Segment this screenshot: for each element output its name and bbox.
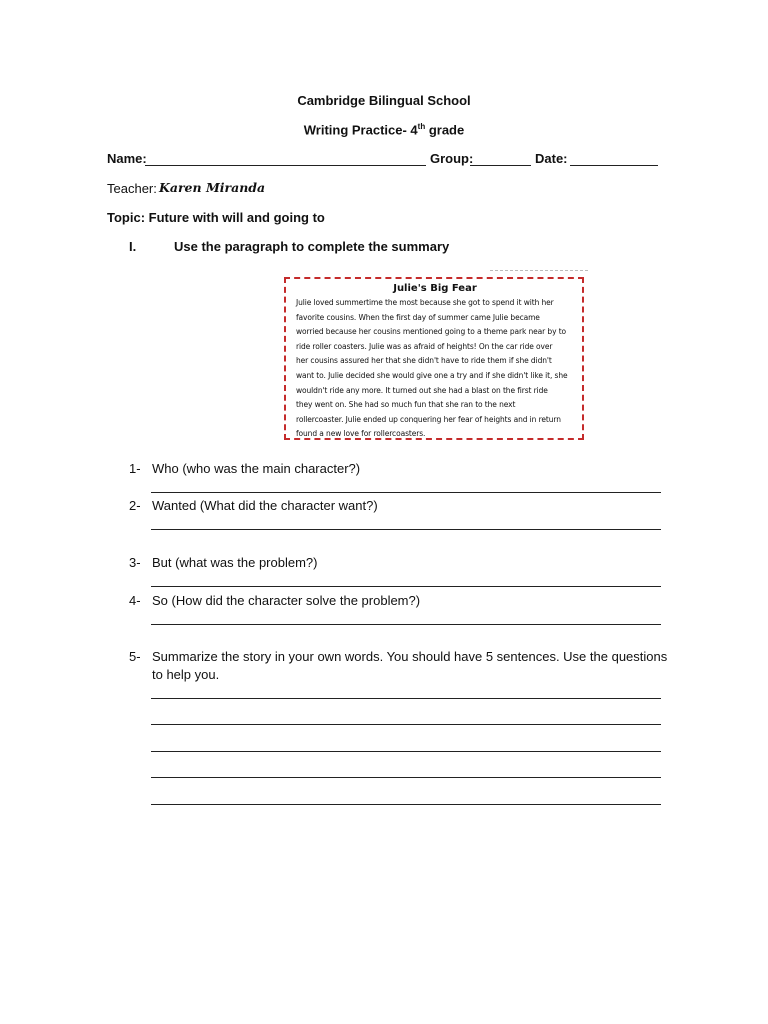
question-number-2: 2- [129, 498, 141, 513]
story-line: Julie loved summertime the most because she got to spend it with her [296, 298, 554, 307]
date-label: Date: [535, 151, 568, 166]
practice-title [0, 122, 768, 137]
summary-line[interactable] [151, 724, 661, 725]
story-line: ride roller coasters. Julie was as afraid of heights! On the car ride over [296, 341, 553, 351]
story-title: Julie's Big Fear [393, 283, 477, 294]
summary-line[interactable] [151, 698, 661, 699]
practice-title-sup: th [417, 122, 426, 131]
question-2: Wanted (What did the character want?) [152, 498, 378, 513]
story-line: her cousins assured her that she didn't have to ride them if she didn't [296, 356, 552, 366]
story-line: found a new love for rollercoasters. [296, 429, 426, 439]
question-number-3: 3- [129, 555, 141, 570]
story-box-shadow-line [490, 270, 588, 271]
practice-title-tail: grade [425, 122, 465, 138]
story-line: worried because her cousins mentioned going to a theme park near by to [296, 327, 567, 337]
teacher-signature: Karen Miranda [159, 180, 266, 195]
story-text [296, 296, 574, 442]
answer-line-4[interactable] [151, 624, 661, 625]
answer-line-1[interactable] [151, 492, 661, 493]
question-5: Summarize the story in your own words. You should have 5 sentences. Use the questions [152, 649, 668, 664]
school-name: Cambridge Bilingual School [297, 93, 471, 108]
question-4: So (How did the character solve the problem?) [152, 593, 421, 608]
name-label: Name: [107, 151, 147, 166]
story-line: wouldn't ride any more. It turned out she had a blast on the first ride [296, 385, 548, 395]
story-line: they went on. She had so much fun that she ran to the next [296, 400, 516, 410]
question-number-1: 1- [129, 461, 141, 476]
name-blank[interactable] [145, 165, 426, 166]
summary-line[interactable] [151, 804, 661, 805]
story-line: want to. Julie decided she would give one a try and if she didn't like it, she [296, 370, 568, 380]
question-3: But (what was the problem?) [152, 555, 318, 570]
story-line: favorite cousins. When the first day of summer came Julie became [296, 312, 540, 322]
practice-title-text: Writing Practice- 4 [303, 122, 418, 138]
section-numeral: I. [129, 239, 137, 254]
date-blank[interactable] [570, 165, 658, 166]
question-1: Who (who was the main character?) [152, 461, 361, 476]
summary-line[interactable] [151, 777, 661, 778]
story-box [284, 277, 584, 440]
answer-line-2[interactable] [151, 529, 661, 530]
summary-line[interactable] [151, 751, 661, 752]
story-line: rollercoaster. Julie ended up conquering her fear of heights and in return [296, 414, 561, 424]
teacher-label: Teacher: [107, 181, 157, 196]
question-number-5: 5- [129, 649, 141, 664]
section-instruction: Use the paragraph to complete the summary [174, 239, 450, 254]
group-blank[interactable] [470, 165, 531, 166]
question-5-continued: to help you. [152, 667, 220, 682]
answer-line-3[interactable] [151, 586, 661, 587]
question-number-4: 4- [129, 593, 141, 608]
topic-line: Topic: Future with will and going to [107, 210, 325, 225]
group-label: Group: [430, 151, 474, 166]
